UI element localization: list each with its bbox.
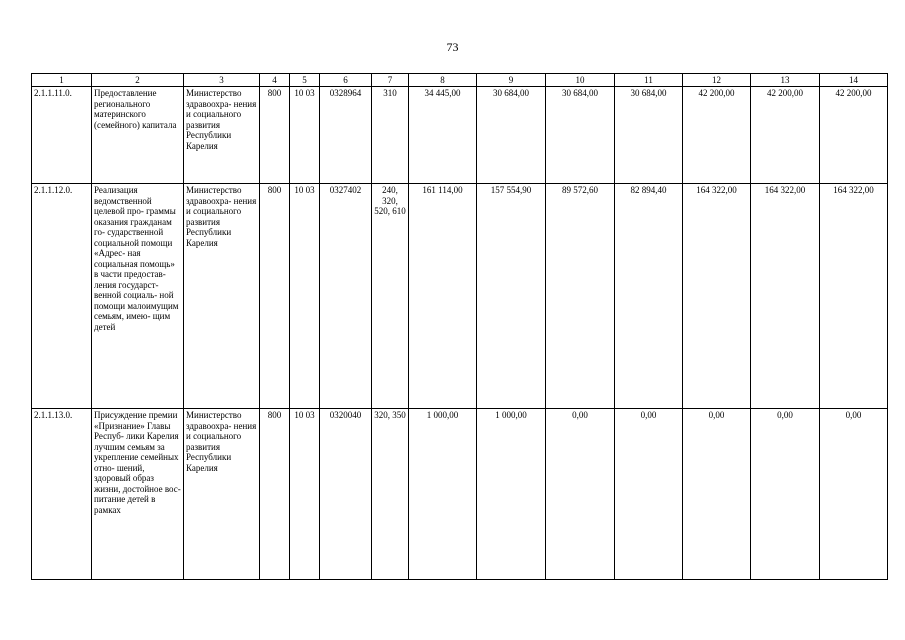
row-value-9: 157 554,90 — [477, 184, 546, 409]
row-vr: 240, 320, 520, 610 — [372, 184, 409, 409]
column-header: 12 — [683, 74, 751, 87]
row-grbs: 800 — [260, 87, 290, 184]
row-value-13: 0,00 — [751, 409, 820, 580]
row-ministry: Министерство здравоохра- нения и социального развития Республики Карелия — [184, 87, 260, 184]
row-value-11: 0,00 — [615, 409, 683, 580]
column-header: 1 — [32, 74, 92, 87]
row-rzpr: 10 03 — [290, 184, 320, 409]
row-value-8: 1 000,00 — [409, 409, 477, 580]
column-header: 5 — [290, 74, 320, 87]
row-value-8: 161 114,00 — [409, 184, 477, 409]
row-value-10: 30 684,00 — [546, 87, 615, 184]
row-value-13: 164 322,00 — [751, 184, 820, 409]
column-header: 3 — [184, 74, 260, 87]
row-code: 2.1.1.12.0. — [32, 184, 92, 409]
column-header: 11 — [615, 74, 683, 87]
row-ministry: Министерство здравоохра- нения и социального развития Республики Карелия — [184, 409, 260, 580]
column-header: 4 — [260, 74, 290, 87]
budget-table — [31, 73, 888, 580]
row-code: 2.1.1.13.0. — [32, 409, 92, 580]
row-vr: 310 — [372, 87, 409, 184]
row-value-10: 89 572,60 — [546, 184, 615, 409]
row-vr: 320, 350 — [372, 409, 409, 580]
table-row — [32, 184, 888, 409]
row-rzpr: 10 03 — [290, 87, 320, 184]
row-name: Присуждение премии «Признание» Главы Респуб- лики Карелия лучшим семьям за укрепление семейных отно- шений, здоровый образ жизни, достойное вос- питание детей в рамках — [92, 409, 184, 580]
row-value-14: 0,00 — [820, 409, 888, 580]
column-header: 6 — [320, 74, 372, 87]
row-code: 2.1.1.11.0. — [32, 87, 92, 184]
row-grbs: 800 — [260, 409, 290, 580]
row-grbs: 800 — [260, 184, 290, 409]
row-csr: 0320040 — [320, 409, 372, 580]
row-value-10: 0,00 — [546, 409, 615, 580]
column-header: 8 — [409, 74, 477, 87]
row-value-14: 42 200,00 — [820, 87, 888, 184]
column-header: 13 — [751, 74, 820, 87]
column-header: 7 — [372, 74, 409, 87]
page-number: 73 — [446, 40, 459, 54]
row-value-12: 0,00 — [683, 409, 751, 580]
column-header: 2 — [92, 74, 184, 87]
row-csr: 0327402 — [320, 184, 372, 409]
row-value-12: 42 200,00 — [683, 87, 751, 184]
row-name: Реализация ведомственной целевой про- граммы оказания гражданам го- сударственной социальной помощи «Адрес- ная социальная помощь» в части предостав- ления государст- венной социаль- ной помощи малоимущим семьям, имею- щим детей — [92, 184, 184, 409]
row-value-9: 1 000,00 — [477, 409, 546, 580]
table-row — [32, 409, 888, 580]
row-value-8: 34 445,00 — [409, 87, 477, 184]
column-header: 14 — [820, 74, 888, 87]
row-value-13: 42 200,00 — [751, 87, 820, 184]
row-value-11: 30 684,00 — [615, 87, 683, 184]
row-value-11: 82 894,40 — [615, 184, 683, 409]
row-name: Предоставление регионального материнского (семейного) капитала — [92, 87, 184, 184]
row-ministry: Министерство здравоохра- нения и социального развития Республики Карелия — [184, 184, 260, 409]
row-csr: 0328964 — [320, 87, 372, 184]
header-row — [32, 74, 888, 87]
row-rzpr: 10 03 — [290, 409, 320, 580]
column-header: 9 — [477, 74, 546, 87]
table-row — [32, 87, 888, 184]
column-header: 10 — [546, 74, 615, 87]
row-value-14: 164 322,00 — [820, 184, 888, 409]
row-value-9: 30 684,00 — [477, 87, 546, 184]
row-value-12: 164 322,00 — [683, 184, 751, 409]
